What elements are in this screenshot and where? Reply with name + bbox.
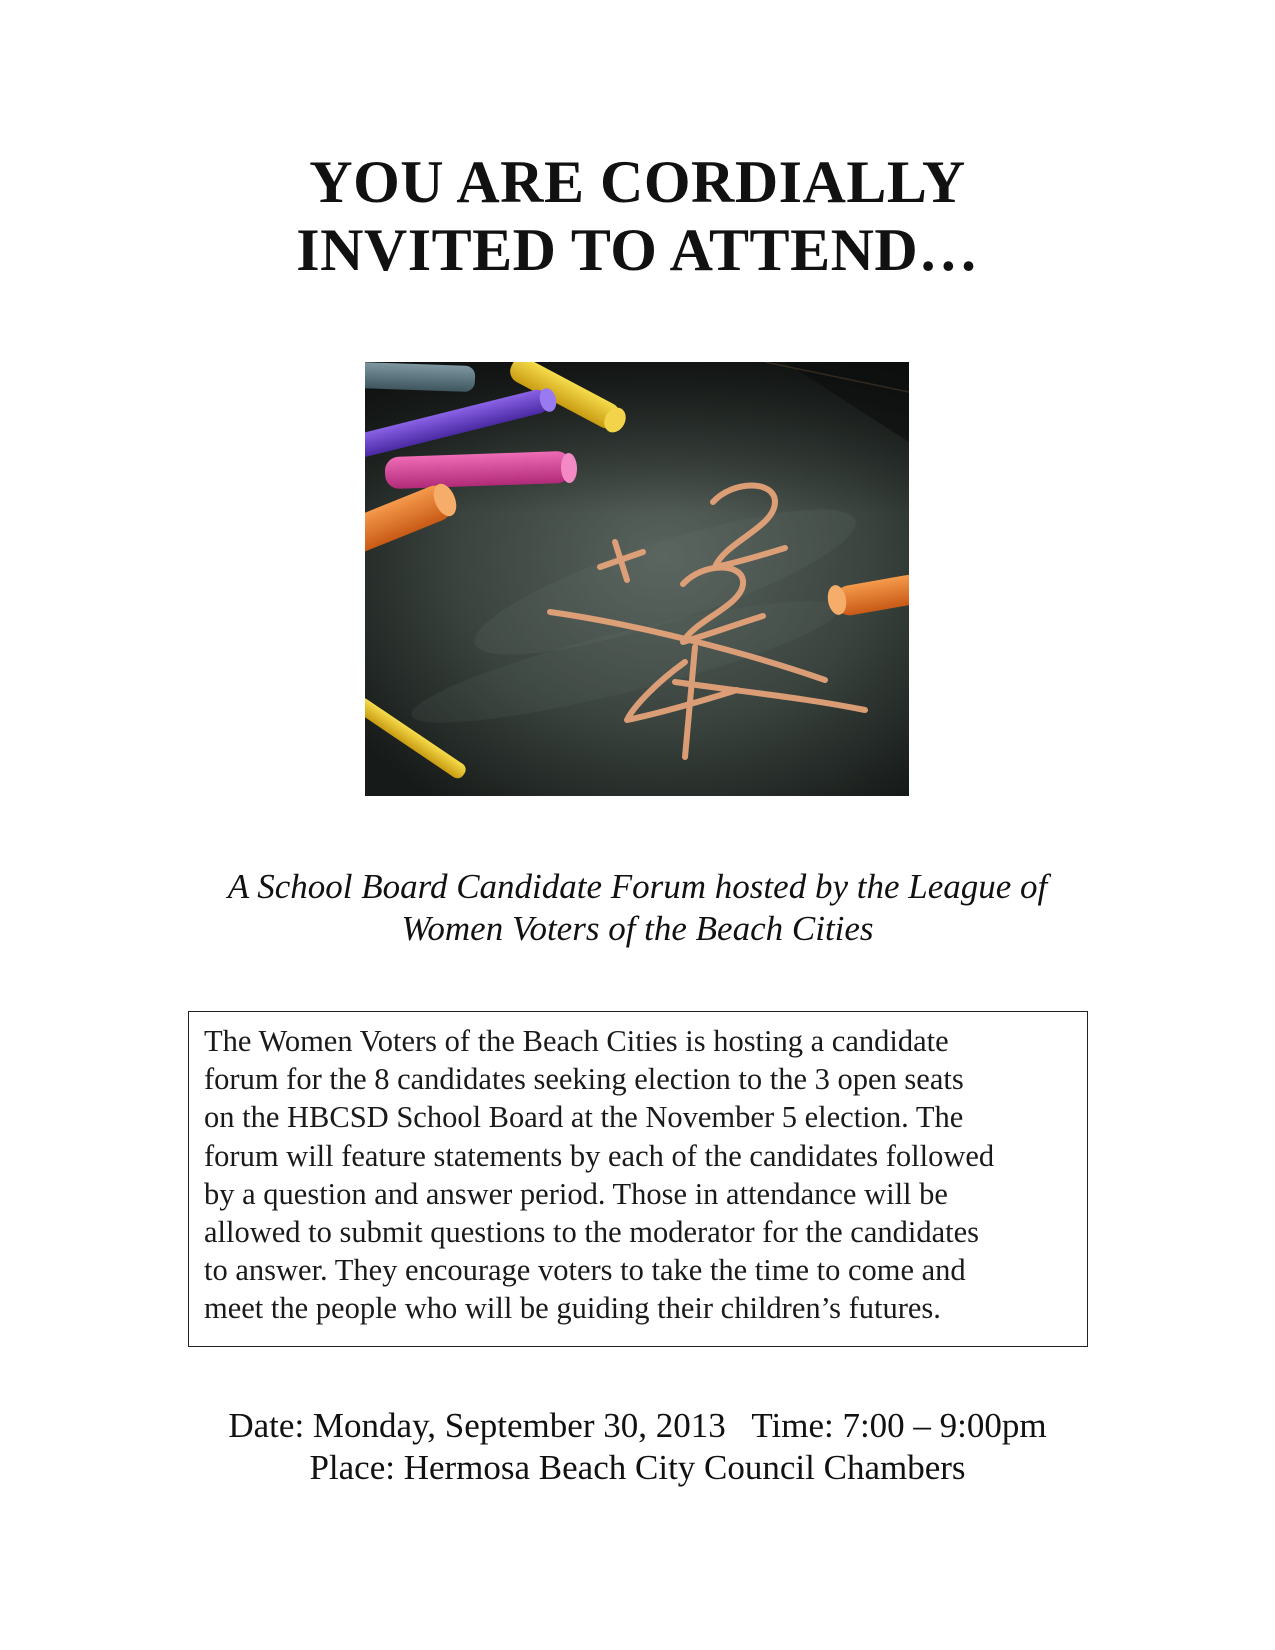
description-line: The Women Voters of the Beach Cities is hosting a candidate	[204, 1024, 949, 1058]
forum-description-box	[188, 1011, 1088, 1347]
forum-description	[204, 1022, 1073, 1328]
description-line: meet the people who will be guiding their children’s futures.	[204, 1291, 941, 1326]
blue-chalk-stick	[365, 362, 475, 392]
subtitle-line-1: A School Board Candidate Forum hosted by the League of	[227, 867, 1048, 906]
pink-chalk-stick	[384, 451, 577, 489]
date-time-line: Date: Monday, September 30, 2013 Time: 7:00 – 9:00pm	[228, 1406, 1047, 1445]
description-line: allowed to submit questions to the moderator for the candidates	[204, 1215, 980, 1250]
place-line: Place: Hermosa Beach City Council Chambers	[309, 1448, 966, 1487]
description-line: on the HBCSD School Board at the November 5 election. The	[204, 1100, 964, 1135]
description-line: forum for the 8 candidates seeking election to the 3 open seats	[204, 1062, 964, 1097]
invitation-headline	[0, 148, 1275, 284]
event-details	[0, 1405, 1275, 1489]
description-line: forum will feature statements by each of the candidates followed	[204, 1138, 995, 1173]
subtitle-line-2: Women Voters of the Beach Cities	[401, 909, 874, 948]
description-line: to answer. They encourage voters to take the time to come and	[204, 1253, 966, 1288]
chalkboard-photo	[365, 362, 909, 796]
headline-line-1: YOU ARE CORDIALLY	[309, 149, 966, 215]
description-line: by a question and answer period. Those in attendance will be	[204, 1176, 948, 1211]
headline-line-2: INVITED TO ATTEND…	[296, 217, 979, 283]
forum-subtitle	[0, 866, 1275, 950]
